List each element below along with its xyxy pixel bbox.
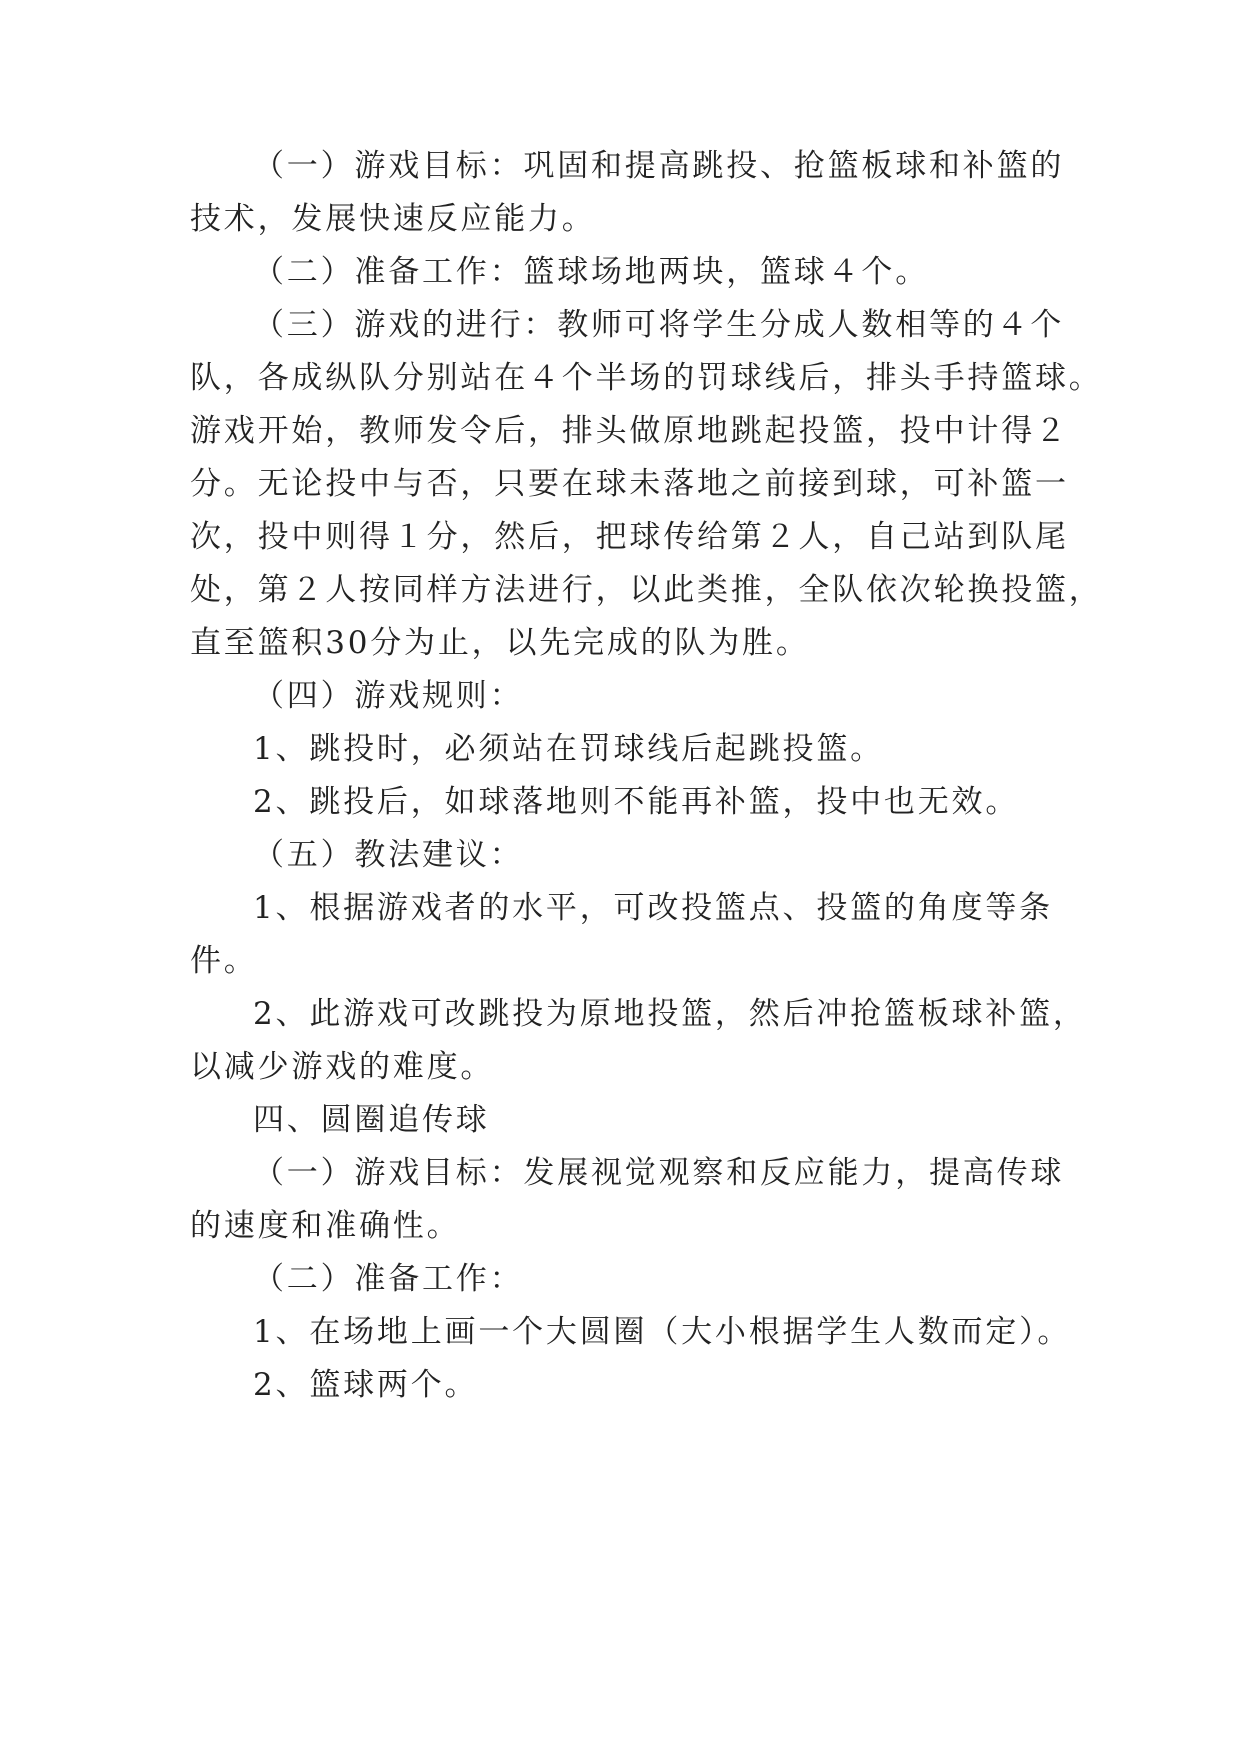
- paragraph-line: 直至篮积30分为止，以先完成的队为胜。: [190, 625, 810, 661]
- section-heading: （四）游戏规则：: [253, 678, 524, 714]
- list-item: 1、在场地上画一个大圆圈（大小根据学生人数而定）。: [253, 1314, 1072, 1350]
- section-heading: （五）教法建议：: [253, 837, 524, 873]
- paragraph-line: （一）游戏目标：发展视觉观察和反应能力，提高传球: [253, 1155, 1065, 1191]
- section-heading: （二）准备工作：: [253, 1261, 524, 1297]
- paragraph-line: 以减少游戏的难度。: [190, 1049, 495, 1085]
- paragraph-line: 处，第２人按同样方法进行，以此类推，全队依次轮换投篮，: [190, 572, 1103, 608]
- chapter-heading: 四、圆圈追传球: [253, 1102, 490, 1138]
- paragraph-line: 游戏开始，教师发令后，排头做原地跳起投篮，投中计得２: [190, 413, 1069, 449]
- paragraph-line: 的速度和准确性。: [190, 1208, 461, 1244]
- paragraph-line: 技术，发展快速反应能力。: [190, 201, 596, 237]
- list-item: 2、跳投后，如球落地则不能再补篮，投中也无效。: [253, 784, 1020, 820]
- list-item: 2、此游戏可改跳投为原地投篮，然后冲抢篮板球补篮，: [253, 996, 1087, 1032]
- paragraph-line: 队，各成纵队分别站在４个半场的罚球线后，排头手持篮球。: [190, 360, 1103, 396]
- paragraph-line: 件。: [190, 943, 258, 979]
- paragraph-line: （二）准备工作：篮球场地两块，篮球４个。: [253, 254, 929, 290]
- paragraph-line: （三）游戏的进行：教师可将学生分成人数相等的４个: [253, 307, 1065, 343]
- paragraph-line: （一）游戏目标：巩固和提高跳投、抢篮板球和补篮的: [253, 148, 1065, 184]
- paragraph-line: 次，投中则得１分，然后，把球传给第２人，自己站到队尾: [190, 519, 1069, 555]
- list-item: 1、根据游戏者的水平，可改投篮点、投篮的角度等条: [253, 890, 1053, 926]
- list-item: 1、跳投时，必须站在罚球线后起跳投篮。: [253, 731, 884, 767]
- paragraph-line: 分。无论投中与否，只要在球未落地之前接到球，可补篮一: [190, 466, 1069, 502]
- list-item: 2、篮球两个。: [253, 1367, 479, 1403]
